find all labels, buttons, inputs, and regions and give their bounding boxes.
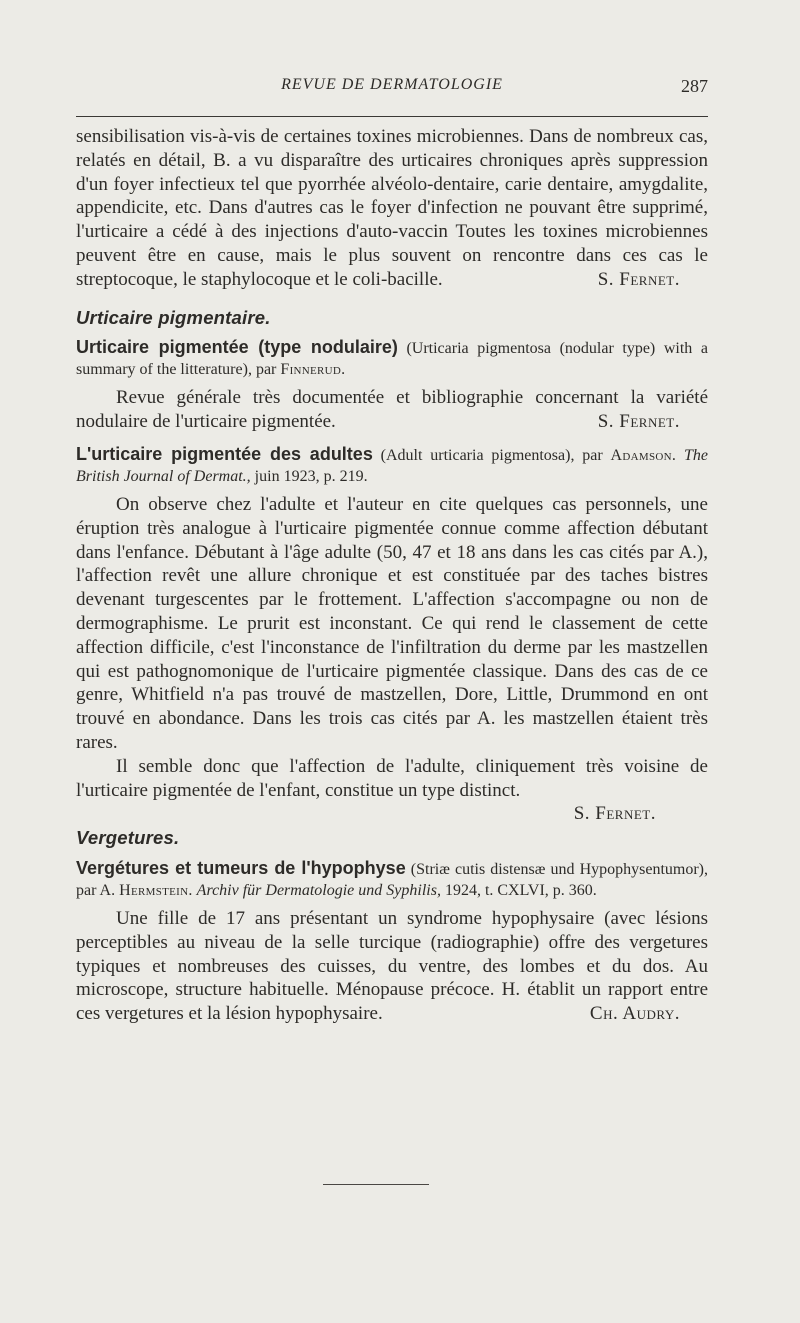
article-reference: (Striæ cutis distensæ und Hypophysentumor), par A.	[76, 860, 708, 899]
article-title: Urticaire pigmentée (type nodulaire)	[76, 337, 398, 358]
article-signature: S. Fernet.	[573, 803, 656, 825]
section-heading-urticaire-pigmentaire: Urticaire pigmentaire.	[76, 306, 271, 328]
article-signature-line	[76, 802, 708, 826]
article-paragraph-2: Il semble donc que l'affection de l'adulte, cliniquement très voisine de l'urticaire pigmentée de l'enfant, constitue un type distinct.	[76, 755, 708, 801]
header-rule	[76, 116, 708, 117]
article-ref-end: juin 1923, p. 219.	[254, 467, 368, 485]
article-body	[76, 907, 708, 1026]
article-header	[76, 444, 708, 487]
article-paragraph-1: On observe chez l'adulte et l'auteur en cite quelques cas personnels, une éruption très analogue à l'urticaire pigmentée connue comme affection débutant dans l'enfance. Débutant à l'âge adulte (50, 47 et 18 ans dans les cas cités par A.), l'affection revêt une allure chronique et est constituée par des taches bistres devenant turgescentes par le frottement. L'affection s'accompagne ou non de dermographisme. Le prurit est inconstant. Ce qui rend le classement de cette affection difficile, c'est l'inconstance de l'infiltration du derme par les mastzellen qui est pathognomonique de l'urticaire pigmentée classique. Dans des cas de ce genre, Whitfield n'a pas trouvé de mastzellen, Dore, Little, Drummond en ont trouvé en abondance. Dans les trois cas cités par A. les mastzellen étaient très rares.	[76, 493, 708, 753]
running-title: REVUE DE DERMATOLOGIE	[281, 76, 503, 93]
intro-text: sensibilisation vis-à-vis de certaines toxines microbiennes. Dans de nombreux cas, relatés en détail, B. a vu disparaître des urticaires chroniques après suppression d'un foyer infectieux tel que pyorrhée alvéolo-dentaire, carie dentaire, amygdalite, appendicite, etc. Dans d'autres cas le foyer d'infection ne pouvant être supprimé, l'urticaire a cédé à des injections d'auto-vaccin Toutes les toxines microbiennes peuvent être en cause, mais le plus souvent on rencontre dans ces cas le streptocoque, le staphylocoque et le coli-bacille.	[76, 126, 708, 290]
article-header	[76, 337, 708, 380]
page-body	[76, 125, 708, 1026]
article-journal: Archiv für Dermatologie und Syphilis,	[196, 881, 441, 899]
running-head	[76, 76, 708, 104]
article-signature: Ch. Audry.	[589, 1003, 680, 1025]
article-reference: (Urticaria pigmentosa (nodular type) with a summary of the litterature), par	[76, 340, 708, 379]
article-journal: The British Journal of Dermat.,	[76, 446, 709, 485]
article-title: Vergétures et tumeurs de l'hypophyse	[76, 857, 406, 878]
article-header	[76, 858, 708, 901]
section-heading-vergetures: Vergetures.	[76, 827, 180, 849]
article-urticaire-nodulaire	[76, 337, 708, 434]
article-ref-end: 1924, t. CXLVI, p. 360.	[444, 881, 597, 899]
end-rule	[323, 1184, 429, 1185]
article-author: Hermstein.	[119, 881, 193, 899]
article-body-text: Revue générale très documentée et bibliographie concernant la variété nodulaire de l'urticaire pigmentée.	[76, 387, 708, 433]
article-vergetures-hypophyse	[76, 858, 708, 1026]
article-title: L'urticaire pigmentée des adultes	[76, 443, 373, 464]
article-author: Adamson.	[610, 446, 677, 464]
article-body-text: Une fille de 17 ans présentant un syndrome hypophysaire (avec lésions perceptibles au niveau de la selle turcique (radiographie) offre des vergetures typiques et nombreuses des cuisses, du ventre, des lombes et du dos. Au microscope, structure habituelle. Ménopause précoce. H. établit un rapport entre ces vergetures et la lésion hypophysaire.	[76, 907, 708, 1025]
intro-signature: S. Fernet.	[597, 268, 680, 290]
article-author: Finnerud.	[280, 361, 346, 379]
article-urticaire-adultes	[76, 444, 708, 826]
article-signature: S. Fernet.	[597, 411, 680, 433]
article-reference: (Adult urticaria pigmentosa), par	[380, 446, 603, 464]
page-number: 287	[681, 76, 708, 96]
article-body	[76, 386, 708, 434]
intro-paragraph	[76, 125, 708, 292]
